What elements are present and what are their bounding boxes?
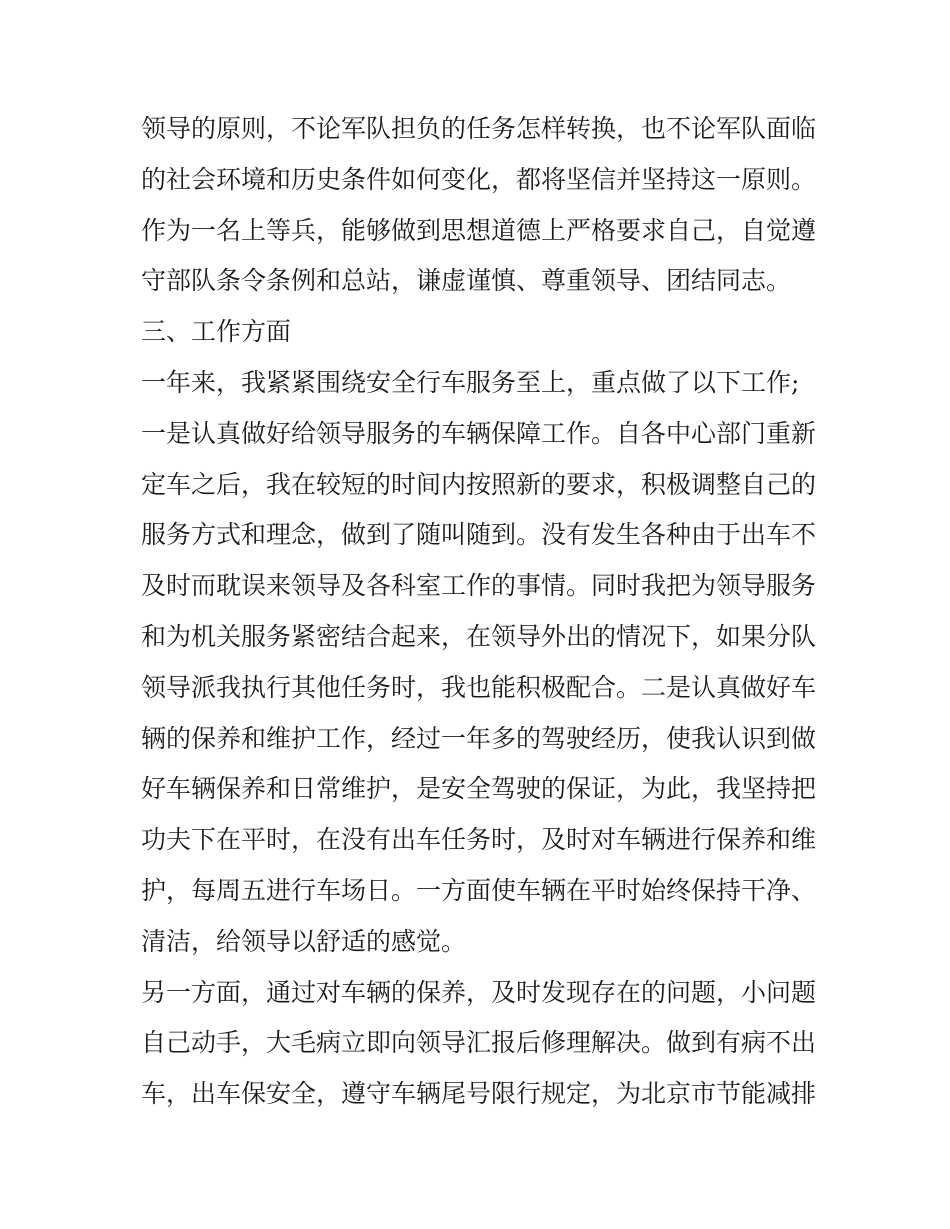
text-line: 功夫下在平时，在没有出车任务时，及时对车辆进行保养和维	[141, 825, 817, 855]
text-line: 车，出车保安全，遵守车辆尾号限行规定，为北京市节能减排	[141, 1079, 817, 1109]
text-line: 定车之后，我在较短的时间内按照新的要求，积极调整自己的	[141, 469, 817, 499]
body-text	[141, 104, 821, 1120]
text-line: 护，每周五进行车场日。一方面使车辆在平时始终保持干净、	[141, 875, 817, 905]
text-line: 领导派我执行其他任务时，我也能积极配合。二是认真做好车	[141, 672, 817, 702]
text-line: 自己动手，大毛病立即向领导汇报后修理解决。做到有病不出	[141, 1028, 817, 1058]
text-line: 服务方式和理念，做到了随叫随到。没有发生各种由于出车不	[141, 520, 817, 550]
text-line: 及时而耽误来领导及各科室工作的事情。同时我把为领导服务	[141, 571, 817, 601]
text-line: 清洁，给领导以舒适的感觉。	[141, 926, 467, 956]
section-heading: 三、工作方面	[141, 317, 292, 347]
text-line: 好车辆保养和日常维护，是安全驾驶的保证，为此，我坚持把	[141, 774, 817, 804]
text-line: 领导的原则，不论军队担负的任务怎样转换，也不论军队面临	[141, 114, 817, 143]
text-line: 一是认真做好给领导服务的车辆保障工作。自各中心部门重新	[141, 418, 817, 448]
text-line: 辆的保养和维护工作，经过一年多的驾驶经历，使我认识到做	[141, 723, 817, 753]
text-line: 另一方面，通过对车辆的保养，及时发现存在的问题，小问题	[141, 977, 817, 1007]
text-line: 作为一名上等兵，能够做到思想道德上严格要求自己，自觉遵	[141, 215, 817, 245]
text-line: 一年来，我紧紧围绕安全行车服务至上，重点做了以下工作;	[141, 367, 800, 397]
text-line: 的社会环境和历史条件如何变化，都将坚信并坚持这一原则。	[141, 164, 817, 194]
text-line: 和为机关服务紧密结合起来，在领导外出的情况下，如果分队	[141, 621, 817, 651]
text-line: 守部队条令条例和总站，谦虚谨慎、尊重领导、团结同志。	[141, 266, 792, 296]
